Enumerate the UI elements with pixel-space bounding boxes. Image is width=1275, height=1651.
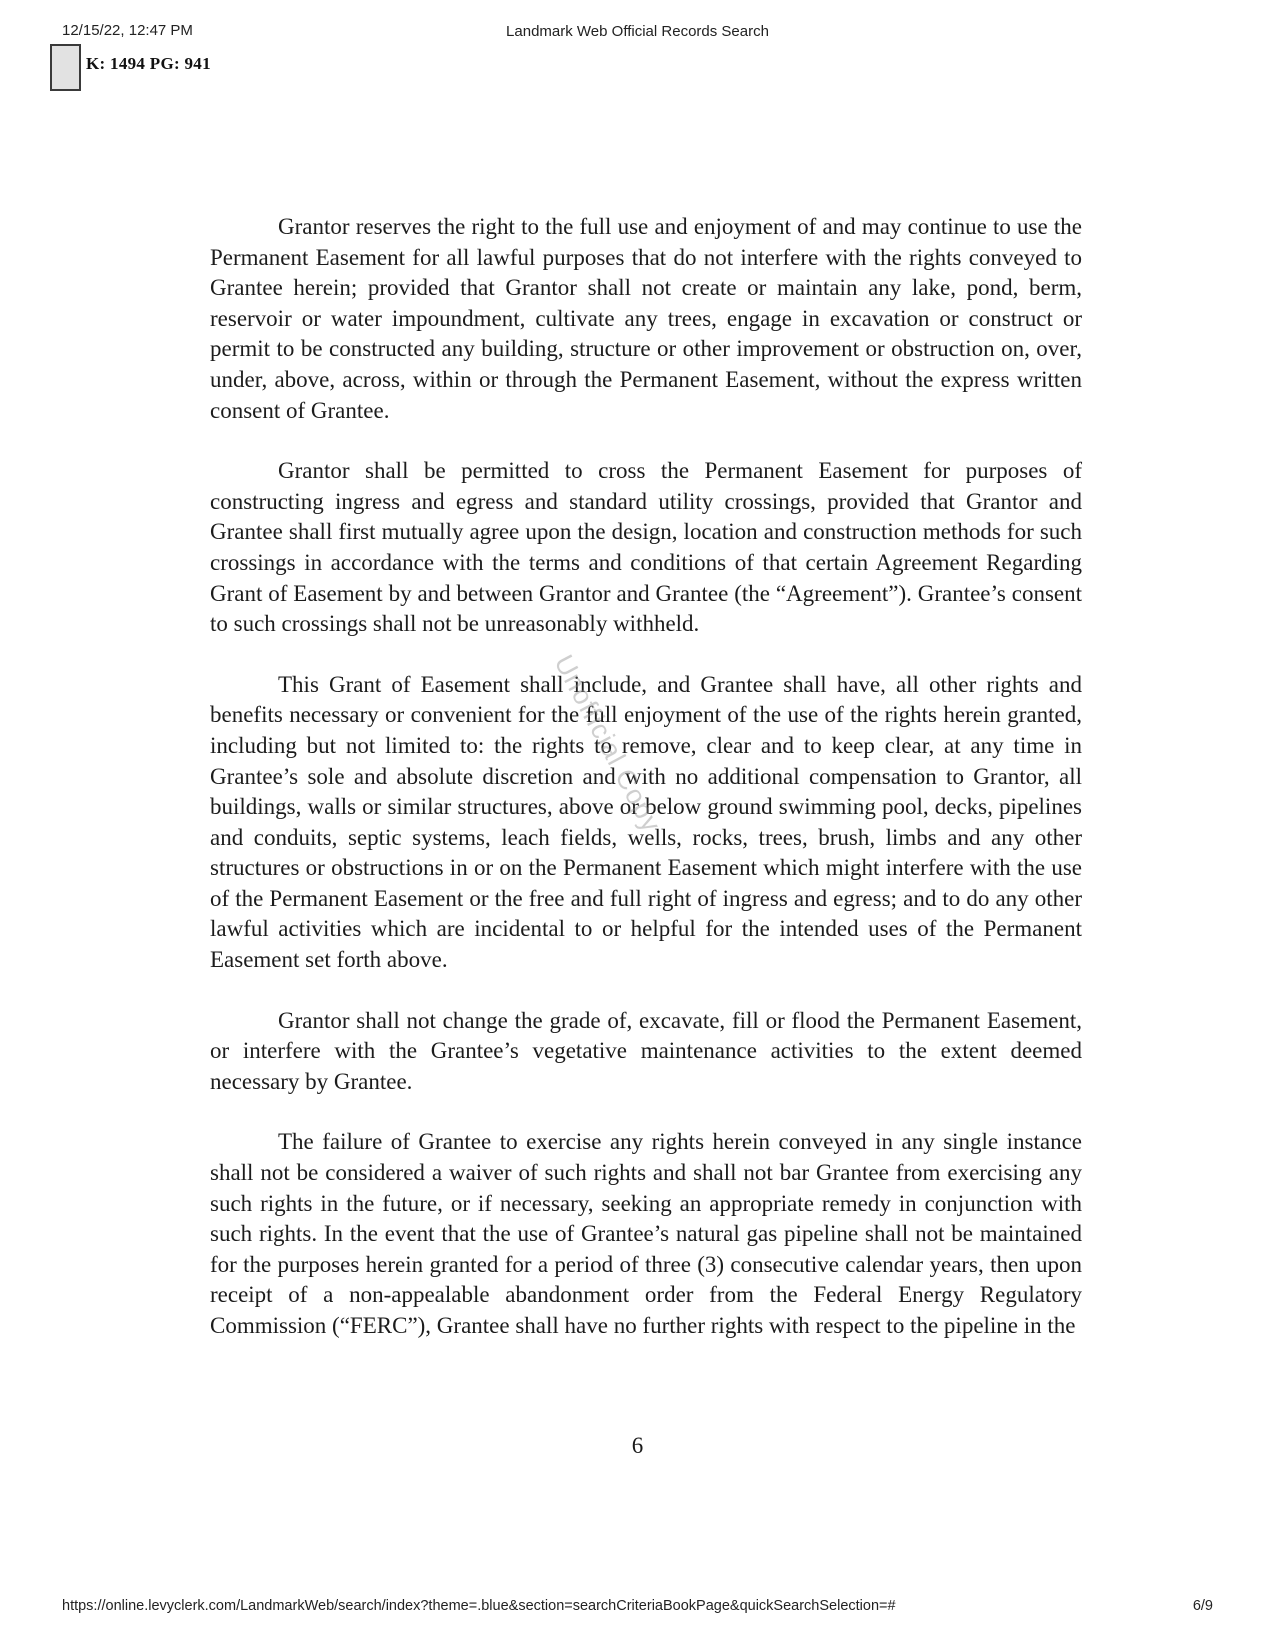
paragraph-waiver-abandonment: The failure of Grantee to exercise any rights herein conveyed in any single instance shall not be considered a waiver of such rights and shall not bar Grantee from exercising any such rights in the future, or if necessary, seeking an appropriate remedy in conjunction with such rights. In the event that the use of Grantee’s natural gas pipeline shall not be maintained for the purposes herein granted for a period of three (3) consecutive calendar years, then upon receipt of a non-appealable abandonment order from the Federal Energy Regulatory Commission (“FERC”), Grantee shall have no further rights with respect to the pipeline in the — [210, 1129, 1082, 1338]
paragraph-additional-rights: This Grant of Easement shall include, and Grantee shall have, all other rights and benefits necessary or convenient for the full enjoyment of the use of the rights herein granted, including but not limited to: the rights to remove, clear and to keep clear, at any time in Grantee’s sole and absolute discretion and with no additional compensation to Grantor, all buildings, walls or similar structures, above or below ground swimming pool, decks, pipelines and conduits, septic systems, leach fields, wells, rocks, trees, brush, limbs and any other structures or obstructions in or on the Permanent Easement which might interfere with the use of the Permanent Easement or the free and full right of ingress and egress; and to do any other lawful activities which are incidental to or helpful for the intended uses of the Permanent Easement set forth above. — [210, 671, 1082, 973]
print-page-title: Landmark Web Official Records Search — [506, 23, 769, 40]
print-datetime: 12/15/22, 12:47 PM — [62, 22, 193, 39]
paragraph-grade-restriction: Grantor shall not change the grade of, excavate, fill or flood the Permanent Easement, or interfere with the Grantee’s vegetative maintenance activities to the extent deemed necessary by Grantee. — [210, 1007, 1082, 1094]
redaction-box — [50, 44, 81, 91]
page-number: 6 — [631, 1433, 644, 1458]
book-page-stamp: K: 1494 PG: 941 — [86, 54, 211, 73]
paragraph-grantor-reserved-use: Grantor reserves the right to the full use and enjoyment of and may continue to use the Permanent Easement for all lawful purposes that do not interfere with the rights conveyed to Grantee herein; provided that Grantor shall not create or maintain any lake, pond, berm, reservoir or water impoundment, cultivate any trees, engage in excavation or construct or permit to be constructed any building, structure or other improvement or obstruction on, over, under, above, across, within or through the Permanent Easement, without the express written consent of Grantee. — [210, 214, 1082, 423]
paragraph-crossings: Grantor shall be permitted to cross the Permanent Easement for purposes of constructing ingress and egress and standard utility crossings, provided that Grantor and Grantee shall first mutually agree upon the design, location and construction methods for such crossings in accordance with the terms and conditions of that certain Agreement Regarding Grant of Easement by and between Grantor and Grantee (the “Agreement”). Grantee’s consent to such crossings shall not be unreasonably withheld. — [210, 458, 1082, 637]
unofficial-copy-watermark: Unofficial Copy — [548, 650, 668, 838]
print-page-count: 6/9 — [1192, 1598, 1213, 1614]
print-url: https://online.levyclerk.com/LandmarkWeb/search/index?theme=.blue&section=searchCriteriaBookPage&quickSearchSelection=# — [62, 1598, 896, 1614]
